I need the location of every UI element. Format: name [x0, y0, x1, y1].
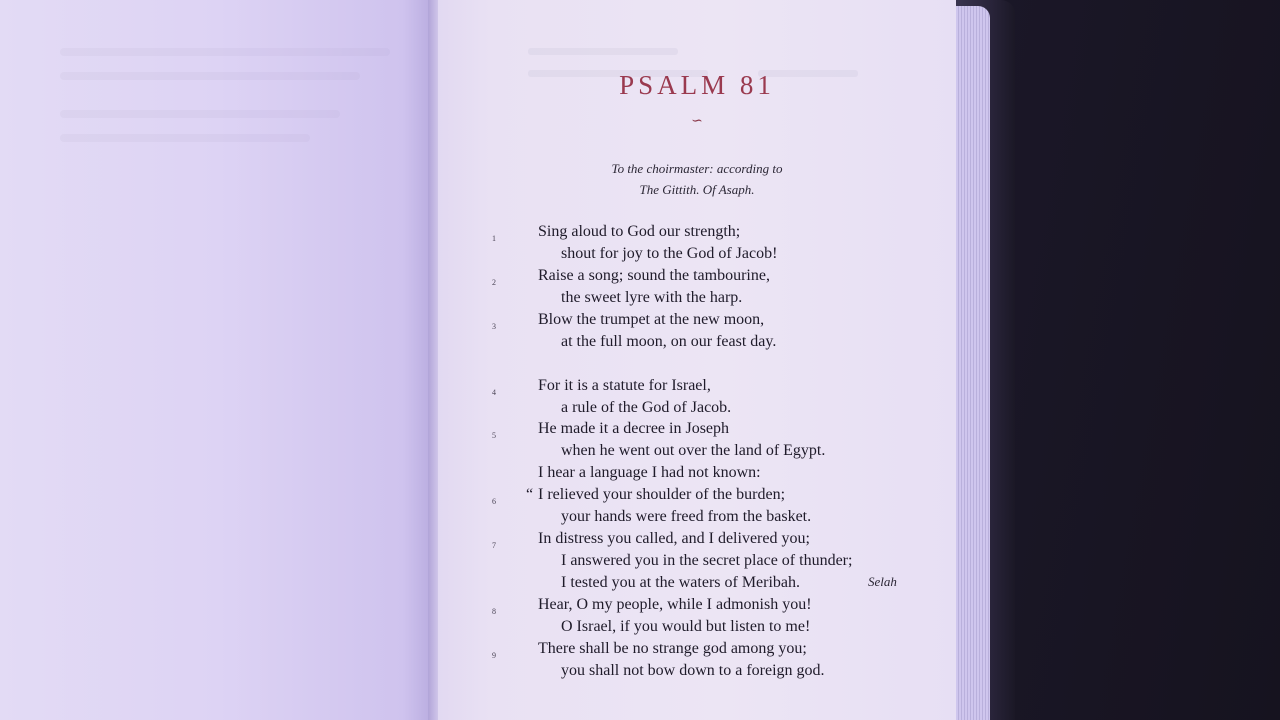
verse-number: 9 — [492, 651, 496, 660]
verse-number: 8 — [492, 607, 496, 616]
ornament-icon: ∽ — [691, 114, 703, 129]
verse-number: 1 — [492, 234, 496, 243]
verse-line: I tested you at the waters of Meribah. — [561, 574, 801, 591]
verse-line: In distress you called, and I delivered you; — [538, 530, 810, 547]
bleed-through-text — [60, 134, 310, 142]
bleed-through-text — [60, 72, 360, 80]
verse-number: 7 — [492, 541, 496, 550]
verse-line: when he went out over the land of Egypt. — [561, 442, 826, 459]
selah-marker: Selah — [868, 574, 897, 589]
superscription-line: To the choirmaster: according to — [611, 161, 783, 176]
psalm-title: PSALM 81 — [619, 70, 775, 100]
left-page — [0, 0, 438, 720]
open-quote: “ — [526, 486, 534, 503]
bleed-through-text — [60, 110, 340, 118]
verse-number: 3 — [492, 322, 496, 331]
verse-line: O Israel, if you would but listen to me! — [561, 618, 811, 635]
verse-line: a rule of the God of Jacob. — [561, 399, 732, 416]
verse-number: 4 — [492, 388, 496, 397]
verse-line: Blow the trumpet at the new moon, — [538, 311, 765, 328]
verse-line: the sweet lyre with the harp. — [561, 289, 743, 306]
superscription — [438, 158, 956, 200]
verse-number: 2 — [492, 278, 496, 287]
bleed-through-text — [528, 48, 678, 55]
page-edges — [950, 6, 990, 720]
verse-line: shout for joy to the God of Jacob! — [561, 245, 778, 262]
verse-line: Sing aloud to God our strength; — [538, 223, 741, 240]
verse-line: you shall not bow down to a foreign god. — [561, 662, 825, 679]
verse-line: your hands were freed from the basket. — [561, 508, 812, 525]
verse-line: Hear, O my people, while I admonish you! — [538, 596, 812, 613]
verse-line: Raise a song; sound the tambourine, — [538, 267, 770, 284]
verse-line: For it is a statute for Israel, — [538, 377, 711, 394]
verse-line: I relieved your shoulder of the burden; — [538, 486, 786, 503]
bleed-through-text — [60, 48, 390, 56]
verse-line: I answered you in the secret place of thunder; — [561, 552, 853, 569]
superscription-line: The Gittith. Of Asaph. — [639, 182, 755, 197]
verse-number: 6 — [492, 497, 496, 506]
verse-line: He made it a decree in Joseph — [538, 420, 730, 437]
verse-line: I hear a language I had not known: — [538, 464, 761, 481]
verse-line: There shall be no strange god among you; — [538, 640, 807, 657]
verse-line: at the full moon, on our feast day. — [561, 333, 777, 350]
verse-number: 5 — [492, 431, 496, 440]
